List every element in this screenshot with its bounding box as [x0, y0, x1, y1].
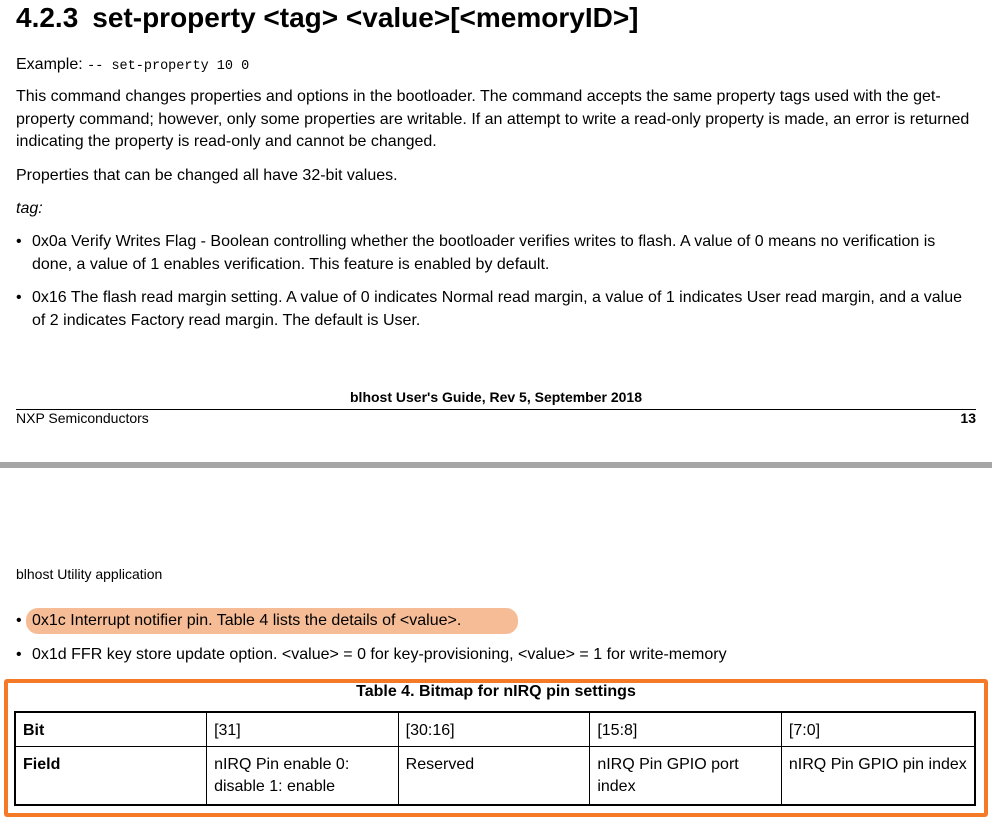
list-item	[0, 287, 962, 332]
list-item-text: 0x0a Verify Writes Flag - Boolean controlling whether the bootloader verifies writes to flash. A value of 0 means no verification is done, a value of 1 enables verification. This feature is enabled by default.	[32, 233, 936, 273]
table-cell: nIRQ Pin GPIO pin index	[781, 747, 975, 806]
example-line	[16, 54, 978, 79]
table-row	[15, 712, 975, 747]
bullet: •	[16, 233, 22, 250]
bullet: •	[16, 645, 22, 663]
list-item	[0, 644, 962, 667]
example-label: Example:	[16, 56, 83, 73]
bitmap-table	[14, 711, 976, 806]
table-cell: [7:0]	[781, 712, 975, 747]
table-cell: [15:8]	[590, 712, 782, 747]
footer-company: NXP Semiconductors	[16, 410, 149, 426]
tag-list	[0, 231, 962, 332]
table-row	[15, 747, 975, 806]
table-cell: nIRQ Pin GPIO port index	[590, 747, 782, 806]
table-cell: nIRQ Pin enable 0: disable 1: enable	[207, 747, 399, 806]
table-cell: [31]	[207, 712, 399, 747]
table-cell: Field	[15, 747, 207, 806]
table-cell: Reserved	[398, 747, 590, 806]
footer-title: blhost User's Guide, Rev 5, September 2018	[350, 389, 642, 405]
list-item-text: 0x16 The flash read margin setting. A value of 0 indicates Normal read margin, a value of 1 indicates User read margin, and a value of 2 indicates Factory read margin. The default is User.	[32, 289, 962, 329]
list-item-text: 0x1d FFR key store update option. <value> = 0 for key-provisioning, <value> = 1 for write-memory	[32, 645, 727, 663]
section-title: set-property <tag> <value>[<memoryID>]	[92, 2, 639, 33]
property-list	[0, 610, 962, 666]
table-cell: Bit	[15, 712, 207, 747]
list-item-text: 0x1c Interrupt notifier pin. Table 4 lists the details of <value>.	[32, 612, 462, 629]
bullet: •	[16, 612, 22, 629]
section-number: 4.2.3	[16, 2, 79, 33]
bullet: •	[16, 289, 22, 306]
description-paragraph: This command changes properties and options in the bootloader. The command accepts the same property tags used with the get-property command; however, only some properties are writable. If an attempt to write a read-only property is made, an error is returned indicating the property is read-only and cannot be changed.	[16, 88, 970, 150]
footer-rule	[16, 409, 976, 410]
tag-label: tag:	[16, 200, 43, 217]
running-head: blhost Utility application	[16, 566, 163, 582]
example-code: -- set-property 10 0	[87, 59, 250, 74]
section-heading	[16, 2, 639, 34]
list-item	[0, 231, 962, 276]
page-number: 13	[960, 410, 976, 426]
table-caption: Table 4. Bitmap for nIRQ pin settings	[356, 683, 636, 700]
list-item	[0, 610, 962, 633]
page-separator	[0, 462, 992, 468]
table-cell: [30:16]	[398, 712, 590, 747]
properties-paragraph: Properties that can be changed all have 32-bit values.	[16, 167, 398, 184]
